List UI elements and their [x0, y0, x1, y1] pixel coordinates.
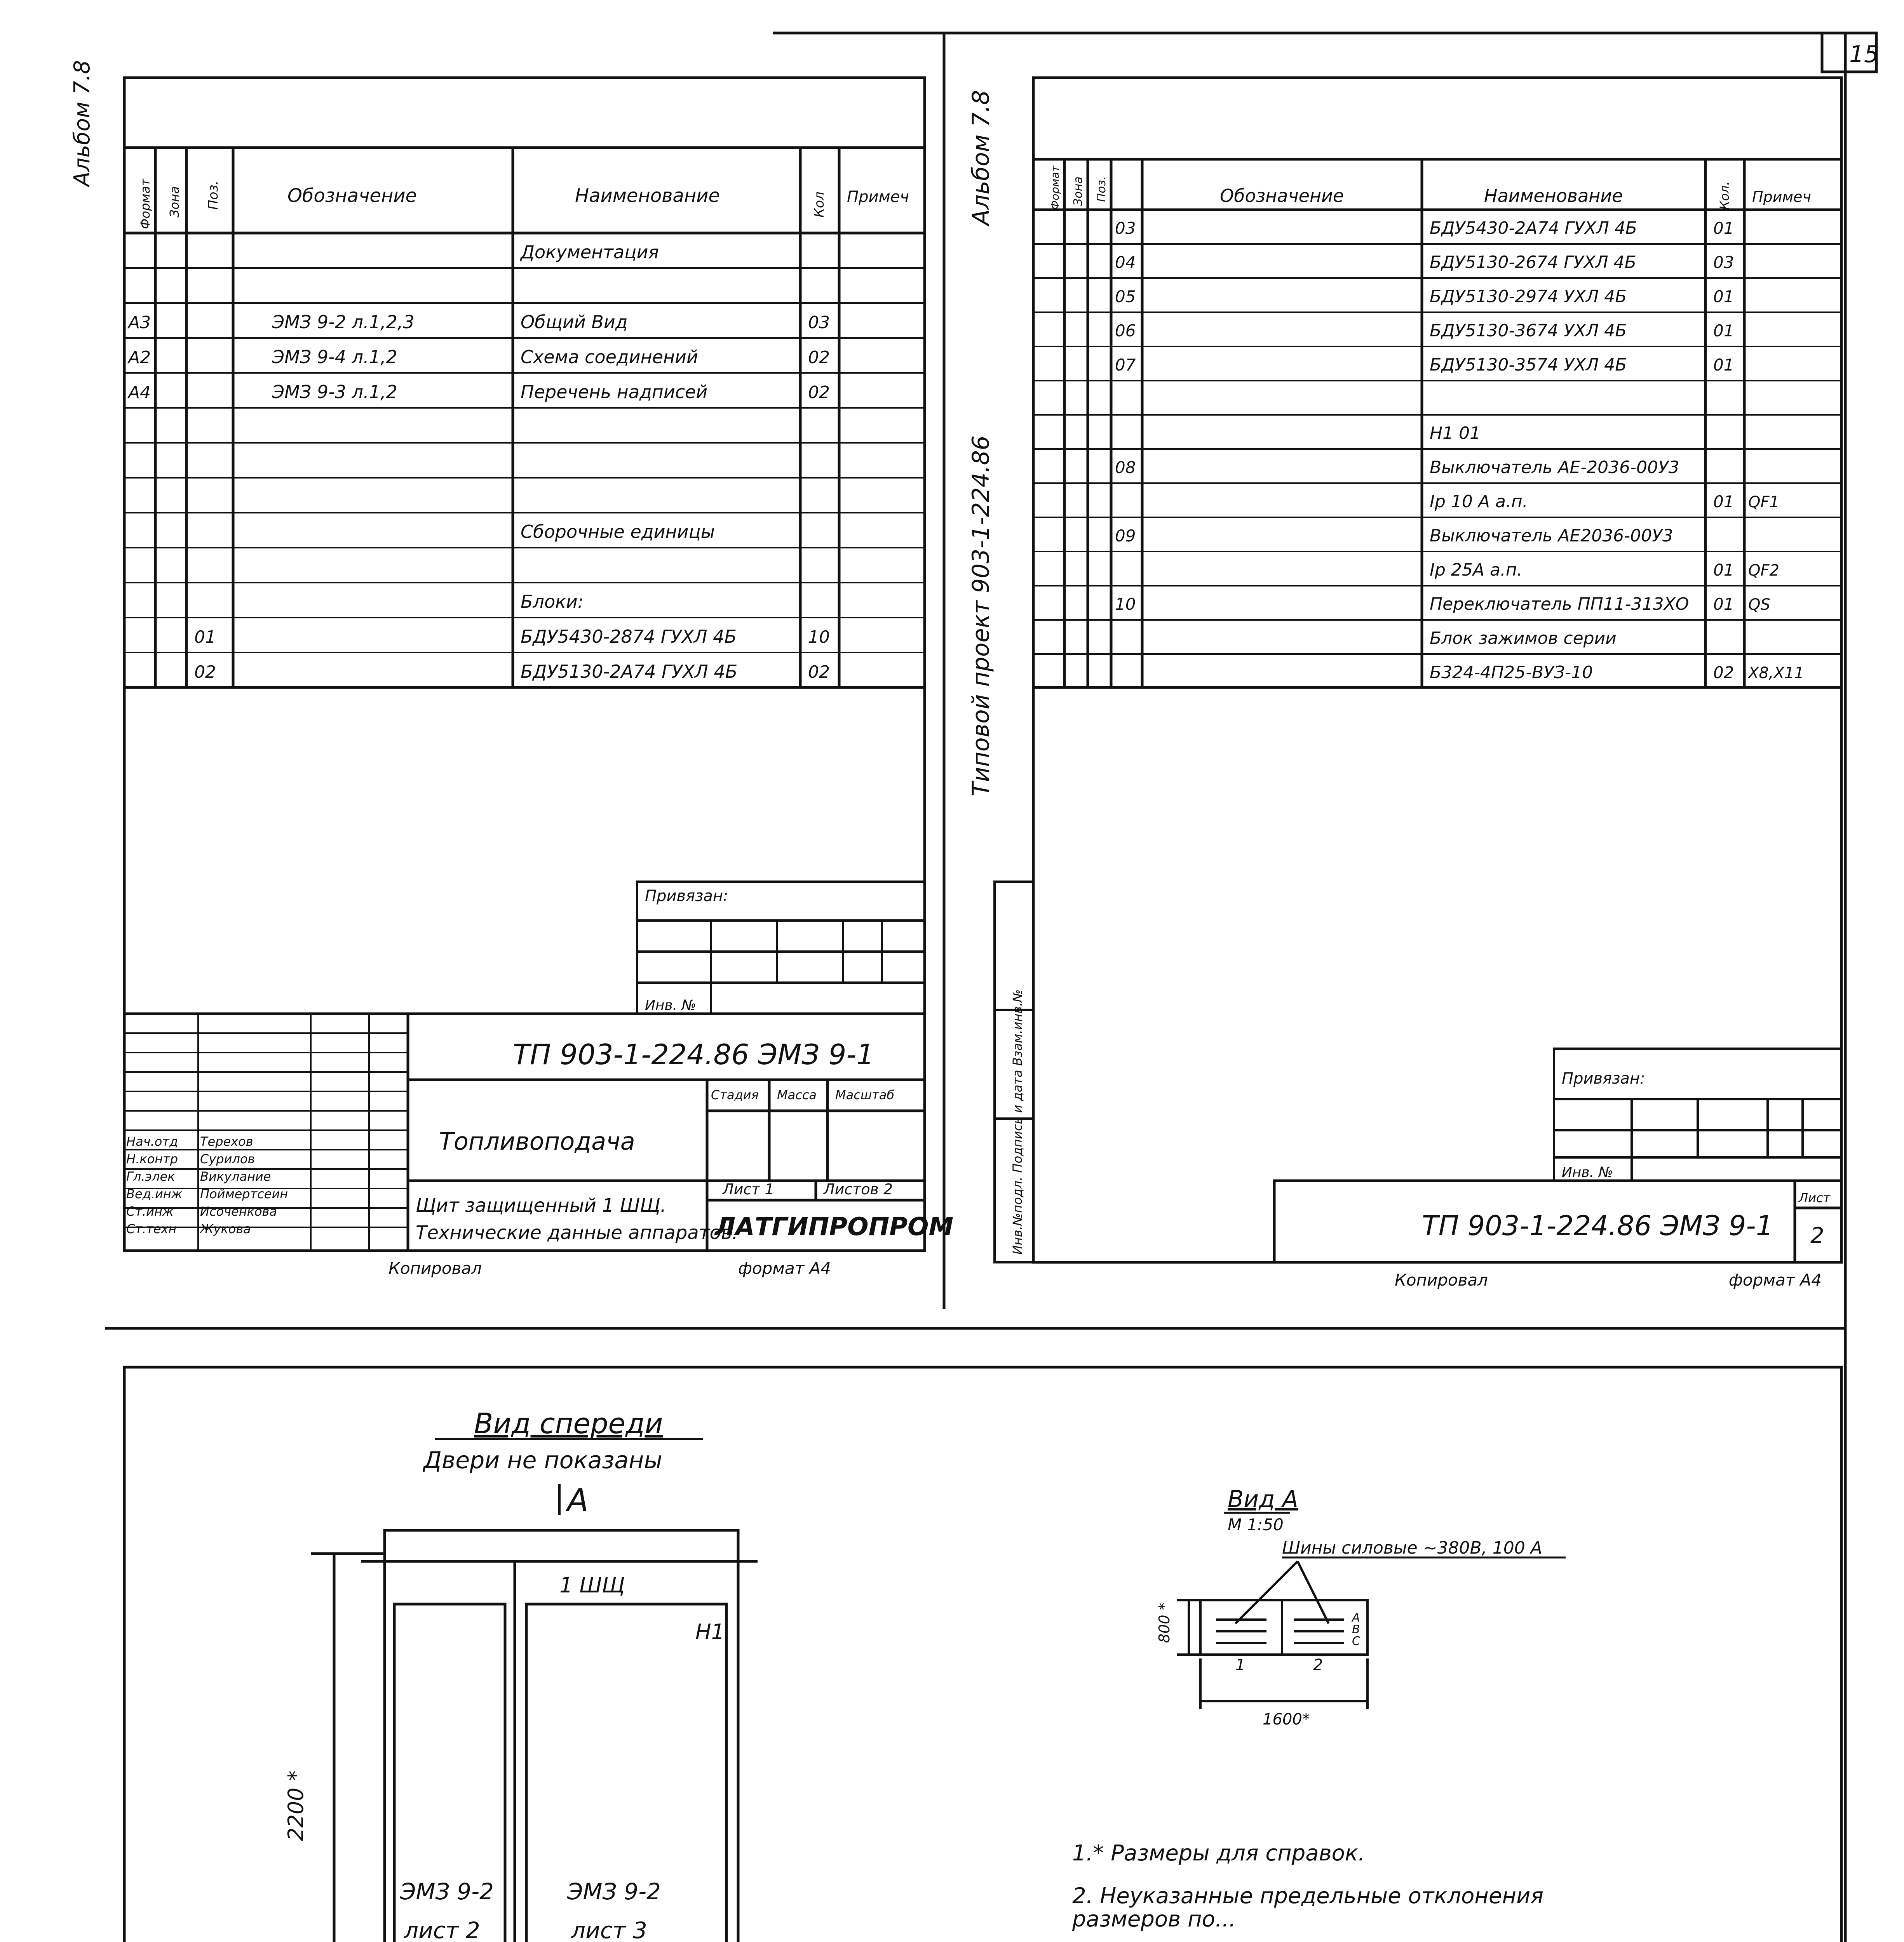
spec-cell-name: БДУ5430-2874 ГУХЛ 4Б	[521, 626, 737, 647]
spec-cell-qty: 02	[1713, 663, 1734, 682]
spec-cell-name: Iр 10 А а.п.	[1430, 492, 1528, 512]
spec-cell-pos: 05	[1115, 287, 1136, 306]
spec-cell-qty: 01	[1713, 287, 1734, 306]
view-a-scale: М 1:50	[1228, 1515, 1284, 1534]
view-a-sec-1: 1	[1235, 1656, 1246, 1674]
spec-cell-qty: 01	[1713, 321, 1734, 340]
spec-cell-name: БДУ5130-3574 УХЛ 4Б	[1430, 355, 1627, 375]
left-ref-1: ЭМЗ 9-2	[400, 1878, 494, 1905]
spec-cell-qty: 01	[1713, 219, 1734, 238]
side-labels: Инв.№подл. Подпись и дата Взам.инв.№	[1010, 989, 1025, 1255]
spec-cell-pos: 09	[1115, 526, 1136, 545]
spec-cell-qty: 02	[808, 383, 830, 402]
signature-role: Гл.элек	[126, 1169, 175, 1184]
view-a-sec-2: 2	[1313, 1656, 1323, 1674]
spec-cell-qty: 03	[1713, 253, 1734, 272]
spec-cell-qty: 03	[808, 313, 830, 332]
sheet2-list-label: Лист	[1799, 1190, 1831, 1205]
spec-cell-name: Iр 25А а.п.	[1430, 560, 1523, 580]
spec-cell-name: Переключатель ПП11-313ХО	[1430, 594, 1689, 614]
spec-cell-note: X8,X11	[1748, 664, 1804, 682]
header-zone: Зона	[167, 186, 182, 218]
spec-cell-name: БДУ5430-2А74 ГУХЛ 4Б	[1430, 218, 1637, 238]
signature-name: Терехов	[200, 1134, 253, 1149]
view-arrow-label: A	[567, 1482, 589, 1518]
spec-cell-pos: 03	[1115, 219, 1136, 238]
stage-label: Стадия	[711, 1088, 759, 1102]
header-name: Наименование	[1484, 185, 1623, 206]
sheet-1	[70, 60, 953, 1278]
view-a-dim-1600: 1600*	[1263, 1711, 1310, 1728]
signature-name: Сурилов	[200, 1152, 255, 1166]
note-line: 2. Неуказанные предельные отклонения	[1072, 1883, 1544, 1909]
left-ref-2: лист 2	[404, 1917, 480, 1942]
signature-name: Викулание	[200, 1169, 271, 1184]
header-note: Примеч	[1752, 188, 1811, 205]
header-zone: Зона	[1071, 176, 1085, 206]
spec-cell-name: Выключатель АЕ2036-00У3	[1430, 526, 1673, 546]
view-a-dim-800: 800 *	[1156, 1603, 1173, 1643]
spec-cell-format: A3	[128, 313, 151, 332]
signature-role: Н.контр	[126, 1152, 178, 1166]
cabinet-front	[311, 1530, 758, 1942]
spec-cell-name: Выключатель АЕ-2036-00У3	[1430, 458, 1679, 477]
spec-cell-designation: ЭМЗ 9-4 л.1,2	[272, 346, 397, 367]
org-name: ЛАТГИПРОПРОМ	[715, 1213, 954, 1241]
spec-cell-qty: 02	[808, 348, 830, 367]
height-dim: 2200 *	[284, 1770, 308, 1841]
header-designation: Обозначение	[287, 185, 417, 207]
page-number: 15	[1849, 41, 1879, 68]
format-label: формат А4	[738, 1259, 831, 1278]
right-ref-1: ЭМЗ 9-2	[567, 1878, 661, 1905]
spec-cell-name: БДУ5130-2974 УХЛ 4Б	[1430, 287, 1627, 306]
sheet2-code: ТП 903-1-224.86 ЭМЗ 9-1	[1422, 1210, 1773, 1242]
spec-cell-format: A4	[128, 383, 151, 402]
spec-cell-designation: ЭМЗ 9-3 л.1,2	[272, 381, 397, 402]
copied-label-2: Копировал	[1395, 1270, 1488, 1289]
spec-cell-name: БДУ5130-2674 ГУХЛ 4Б	[1430, 252, 1636, 272]
notes	[1071, 1841, 1543, 1942]
header-qty: Кол.	[1717, 181, 1732, 210]
spec-cell-name: Документация	[521, 242, 659, 263]
spec-cell-name: Б324-4П25-ВУЗ-10	[1430, 663, 1593, 682]
sheet-label: Лист 1	[723, 1181, 774, 1198]
side-label: Альбом 7.8	[70, 60, 95, 186]
note-line: 1.* Размеры для справок.	[1072, 1841, 1365, 1866]
spec-cell-pos: 08	[1115, 458, 1136, 477]
signature-name: Поймертсеин	[200, 1187, 288, 1201]
front-view-title: Вид спереди	[474, 1407, 663, 1440]
mass-label: Масса	[777, 1088, 817, 1102]
spec-cell-name: БДУ5130-3674 УХЛ 4Б	[1430, 321, 1627, 341]
spec-cell-name: Перечень надписей	[521, 381, 708, 402]
spec-cell-qty: 02	[808, 662, 830, 682]
front-view-subtitle: Двери не показаны	[423, 1447, 662, 1474]
sheet-2	[967, 78, 1841, 1289]
signature-role: Ст.техн	[126, 1222, 177, 1236]
spec-cell-qty: 01	[1713, 595, 1734, 614]
header-format: Формат	[1049, 165, 1061, 210]
spec-cell-name: Общий Вид	[521, 311, 628, 332]
view-a-title: Вид А	[1228, 1486, 1298, 1513]
spec-cell-qty: 01	[1713, 355, 1734, 374]
spec-cell-pos: 01	[194, 627, 216, 647]
header-designation: Обозначение	[1220, 185, 1344, 206]
spec-cell-name: Сборочные единицы	[521, 521, 715, 542]
album-label: Альбом 7.8	[967, 90, 995, 225]
sheet2-list-no: 2	[1810, 1223, 1824, 1248]
signature-role: Вед.инж	[126, 1187, 183, 1201]
header-format: Формат	[138, 179, 153, 229]
project-title: Топливоподача	[439, 1127, 635, 1155]
spec-cell-pos: 07	[1115, 355, 1136, 374]
view-a-plan	[1177, 1561, 1367, 1709]
header-pos: Поз.	[206, 180, 221, 210]
title-desc-2: Технические данные аппаратов.	[416, 1222, 738, 1244]
right-ref-2: лист 3	[571, 1917, 647, 1942]
copied-label: Копировал	[388, 1259, 482, 1278]
format-label-2: формат А4	[1729, 1270, 1822, 1289]
signature-name: Жукова	[200, 1222, 251, 1236]
phase-b: B	[1352, 1623, 1360, 1636]
scale-label: Масштаб	[835, 1088, 895, 1102]
spec-cell-name: Схема соединений	[521, 346, 698, 367]
phase-c: C	[1352, 1634, 1360, 1648]
spec-cell-qty: 01	[1713, 492, 1734, 511]
privyazan-label: Привязан:	[645, 887, 728, 905]
note-line: размеров по...	[1072, 1907, 1236, 1932]
header-note: Примеч	[847, 188, 909, 206]
spec-cell-designation: ЭМЗ 9-2 л.1,2,3	[272, 311, 415, 332]
sheet-code: ТП 903-1-224.86 ЭМЗ 9-1	[513, 1038, 874, 1071]
header-qty: Кол	[812, 191, 827, 218]
spec-cell-pos: 04	[1115, 253, 1136, 272]
signature-name: Исоченкова	[200, 1204, 277, 1219]
spec-cell-qty: 10	[808, 627, 830, 647]
title-desc-1: Щит защищенный 1 ШЩ.	[416, 1195, 666, 1216]
sheets-label: Листов 2	[824, 1181, 893, 1198]
panel-label: 1 ШЩ	[559, 1573, 625, 1597]
spec-cell-note: QF1	[1748, 493, 1779, 511]
signature-role: Нач.отд	[126, 1134, 178, 1149]
inv-label: Инв. №	[645, 997, 697, 1013]
spec-cell-pos: 06	[1115, 321, 1136, 340]
spec-cell-name: Блок зажимов серии	[1430, 628, 1617, 648]
phase-a: A	[1352, 1611, 1360, 1625]
sheet-3	[124, 1367, 1848, 1942]
h1-label: Н1	[695, 1620, 725, 1644]
spec-cell-note: QF2	[1748, 562, 1779, 579]
side-project-label: Типовой проект 903-1-224.86	[967, 435, 995, 796]
spec-cell-note: QS	[1748, 596, 1770, 614]
inv-label-2: Инв. №	[1562, 1164, 1613, 1180]
view-a-note: Шины силовые ~380В, 100 А	[1282, 1538, 1542, 1558]
spec-cell-name: Н1 01	[1430, 423, 1481, 443]
privyazan-label-2: Привязан:	[1562, 1070, 1645, 1088]
spec-cell-name: Блоки:	[521, 591, 584, 612]
signature-role: Ст.инж	[126, 1204, 174, 1219]
spec-cell-pos: 02	[194, 662, 216, 682]
header-name: Наименование	[575, 185, 720, 207]
spec-cell-pos: 10	[1115, 595, 1136, 614]
spec-cell-name: БДУ5130-2А74 ГУХЛ 4Б	[521, 661, 738, 682]
spec-cell-format: A2	[128, 348, 151, 367]
spec-cell-qty: 01	[1713, 560, 1734, 579]
header-pos: Поз.	[1095, 176, 1108, 202]
